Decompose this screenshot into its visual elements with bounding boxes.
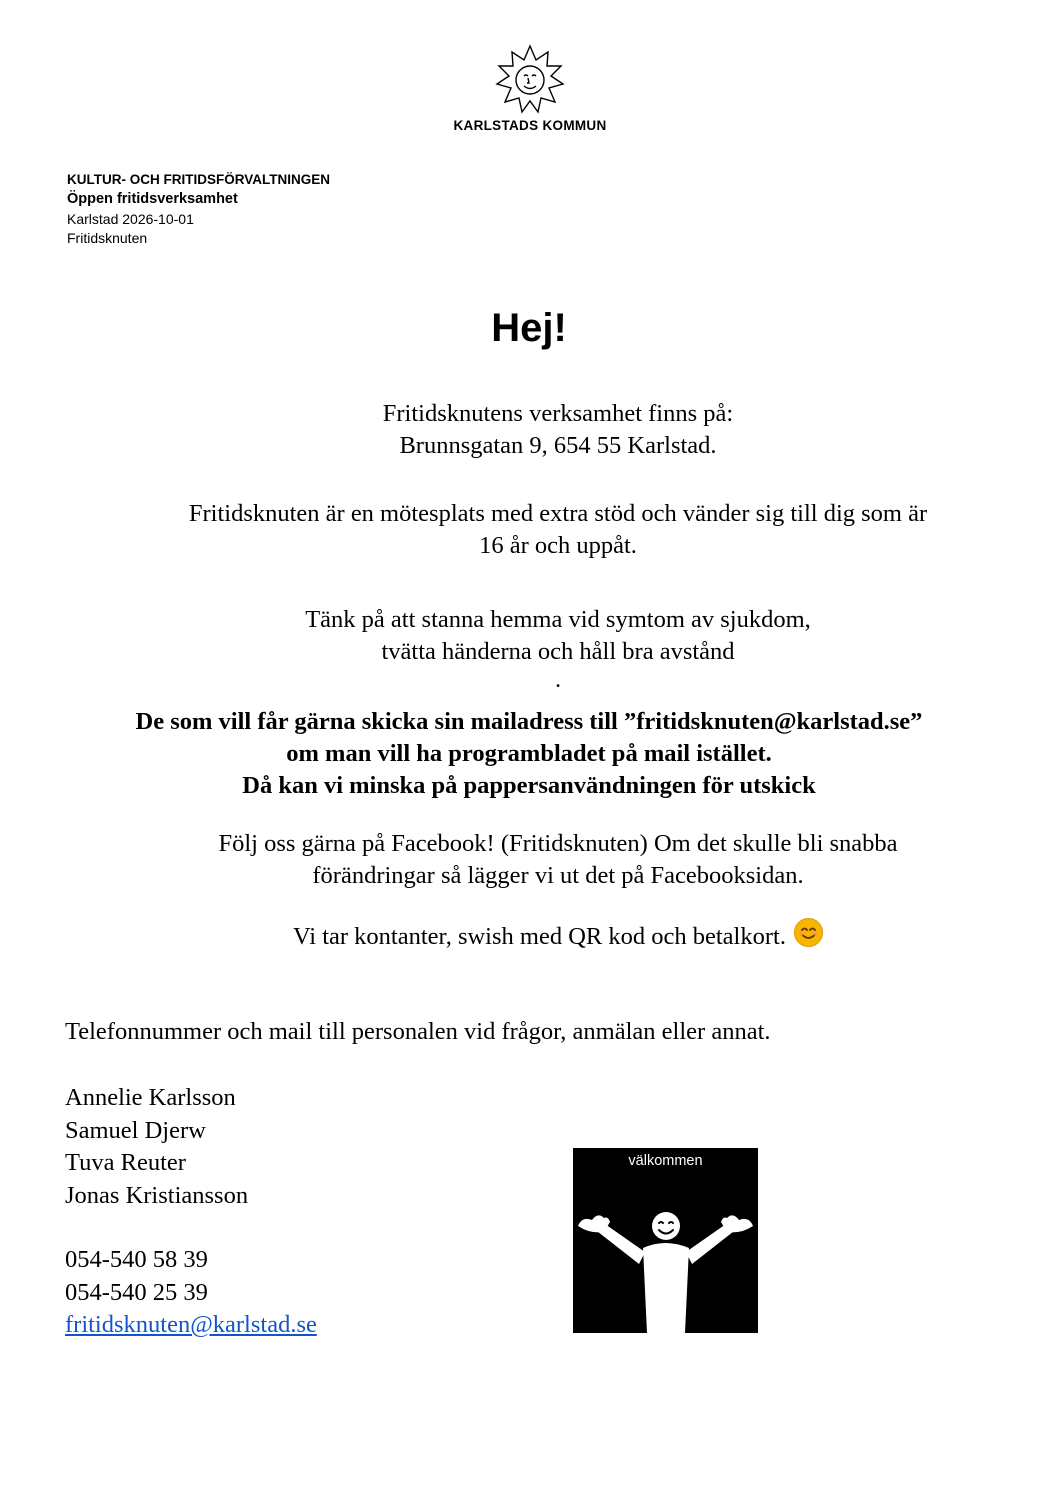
payment-paragraph: [60, 918, 1056, 953]
facebook-line-2: förändringar så lägger vi ut det på Facebooksidan.: [312, 862, 804, 889]
staff-name: Annelie Karlsson: [65, 1084, 236, 1111]
greeting-heading: Hej!: [491, 306, 567, 350]
logo-text: KARLSTADS KOMMUN: [453, 118, 607, 133]
email-link[interactable]: fritidsknuten@karlstad.se: [65, 1311, 317, 1338]
address-paragraph: [60, 398, 1056, 462]
address-line-1: Fritidsknutens verksamhet finns på:: [382, 400, 734, 427]
facebook-line-1: Följ oss gärna på Facebook! (Fritidsknuten) Om det skulle bli snabba: [218, 830, 898, 857]
sun-face-icon: [495, 44, 565, 114]
description-line-2: 16 år och uppåt.: [479, 532, 637, 559]
description-paragraph: [60, 498, 1056, 562]
contact-intro: Telefonnummer och mail till personalen vid frågor, anmälan eller annat.: [65, 1018, 771, 1045]
logo: [440, 44, 620, 133]
mail-notice-line-1: De som vill får gärna skicka sin mailadress till ”fritidsknuten@karlstad.se”: [135, 708, 923, 735]
phone-number: 054-540 58 39: [65, 1246, 208, 1273]
health-line-1: Tänk på att stanna hemma vid symtom av sjukdom,: [305, 606, 811, 633]
contact-details: [65, 1244, 317, 1342]
description-line-1: Fritidsknuten är en mötesplats med extra stöd och vänder sig till dig som är: [188, 500, 928, 527]
staff-name: Jonas Kristiansson: [65, 1181, 249, 1209]
staff-name: Samuel Djerw: [65, 1116, 206, 1144]
welcome-image: [573, 1148, 758, 1333]
mail-notice-line-2: om man vill ha programbladet på mail istället.: [286, 740, 772, 767]
mail-notice: [0, 706, 1058, 802]
payment-text: Vi tar kontanter, swish med QR kod och betalkort.: [293, 923, 786, 950]
mail-notice-line-3: Då kan vi minska på pappersanvändningen för utskick: [242, 772, 816, 799]
letter-header: [67, 170, 330, 248]
staff-name: Tuva Reuter: [65, 1149, 186, 1176]
health-line-3: .: [554, 666, 562, 693]
unit-name: Öppen fritidsverksamhet: [67, 191, 238, 207]
department-name: KULTUR- OCH FRITIDSFÖRVALTNINGEN: [67, 172, 330, 187]
facebook-paragraph: [60, 828, 1056, 892]
phone-number: 054-540 25 39: [65, 1278, 208, 1306]
welcome-person-icon: [573, 1148, 758, 1333]
place-name: Fritidsknuten: [67, 230, 148, 246]
date-line: Karlstad 2026-10-01: [67, 211, 194, 227]
smiling-face-icon: [794, 918, 823, 947]
address-line-2: Brunnsgatan 9, 654 55 Karlstad.: [399, 432, 717, 459]
health-paragraph: [60, 604, 1056, 692]
staff-list: [65, 1082, 248, 1212]
health-line-2: tvätta händerna och håll bra avstånd: [381, 638, 735, 665]
welcome-label: välkommen: [628, 1153, 703, 1169]
